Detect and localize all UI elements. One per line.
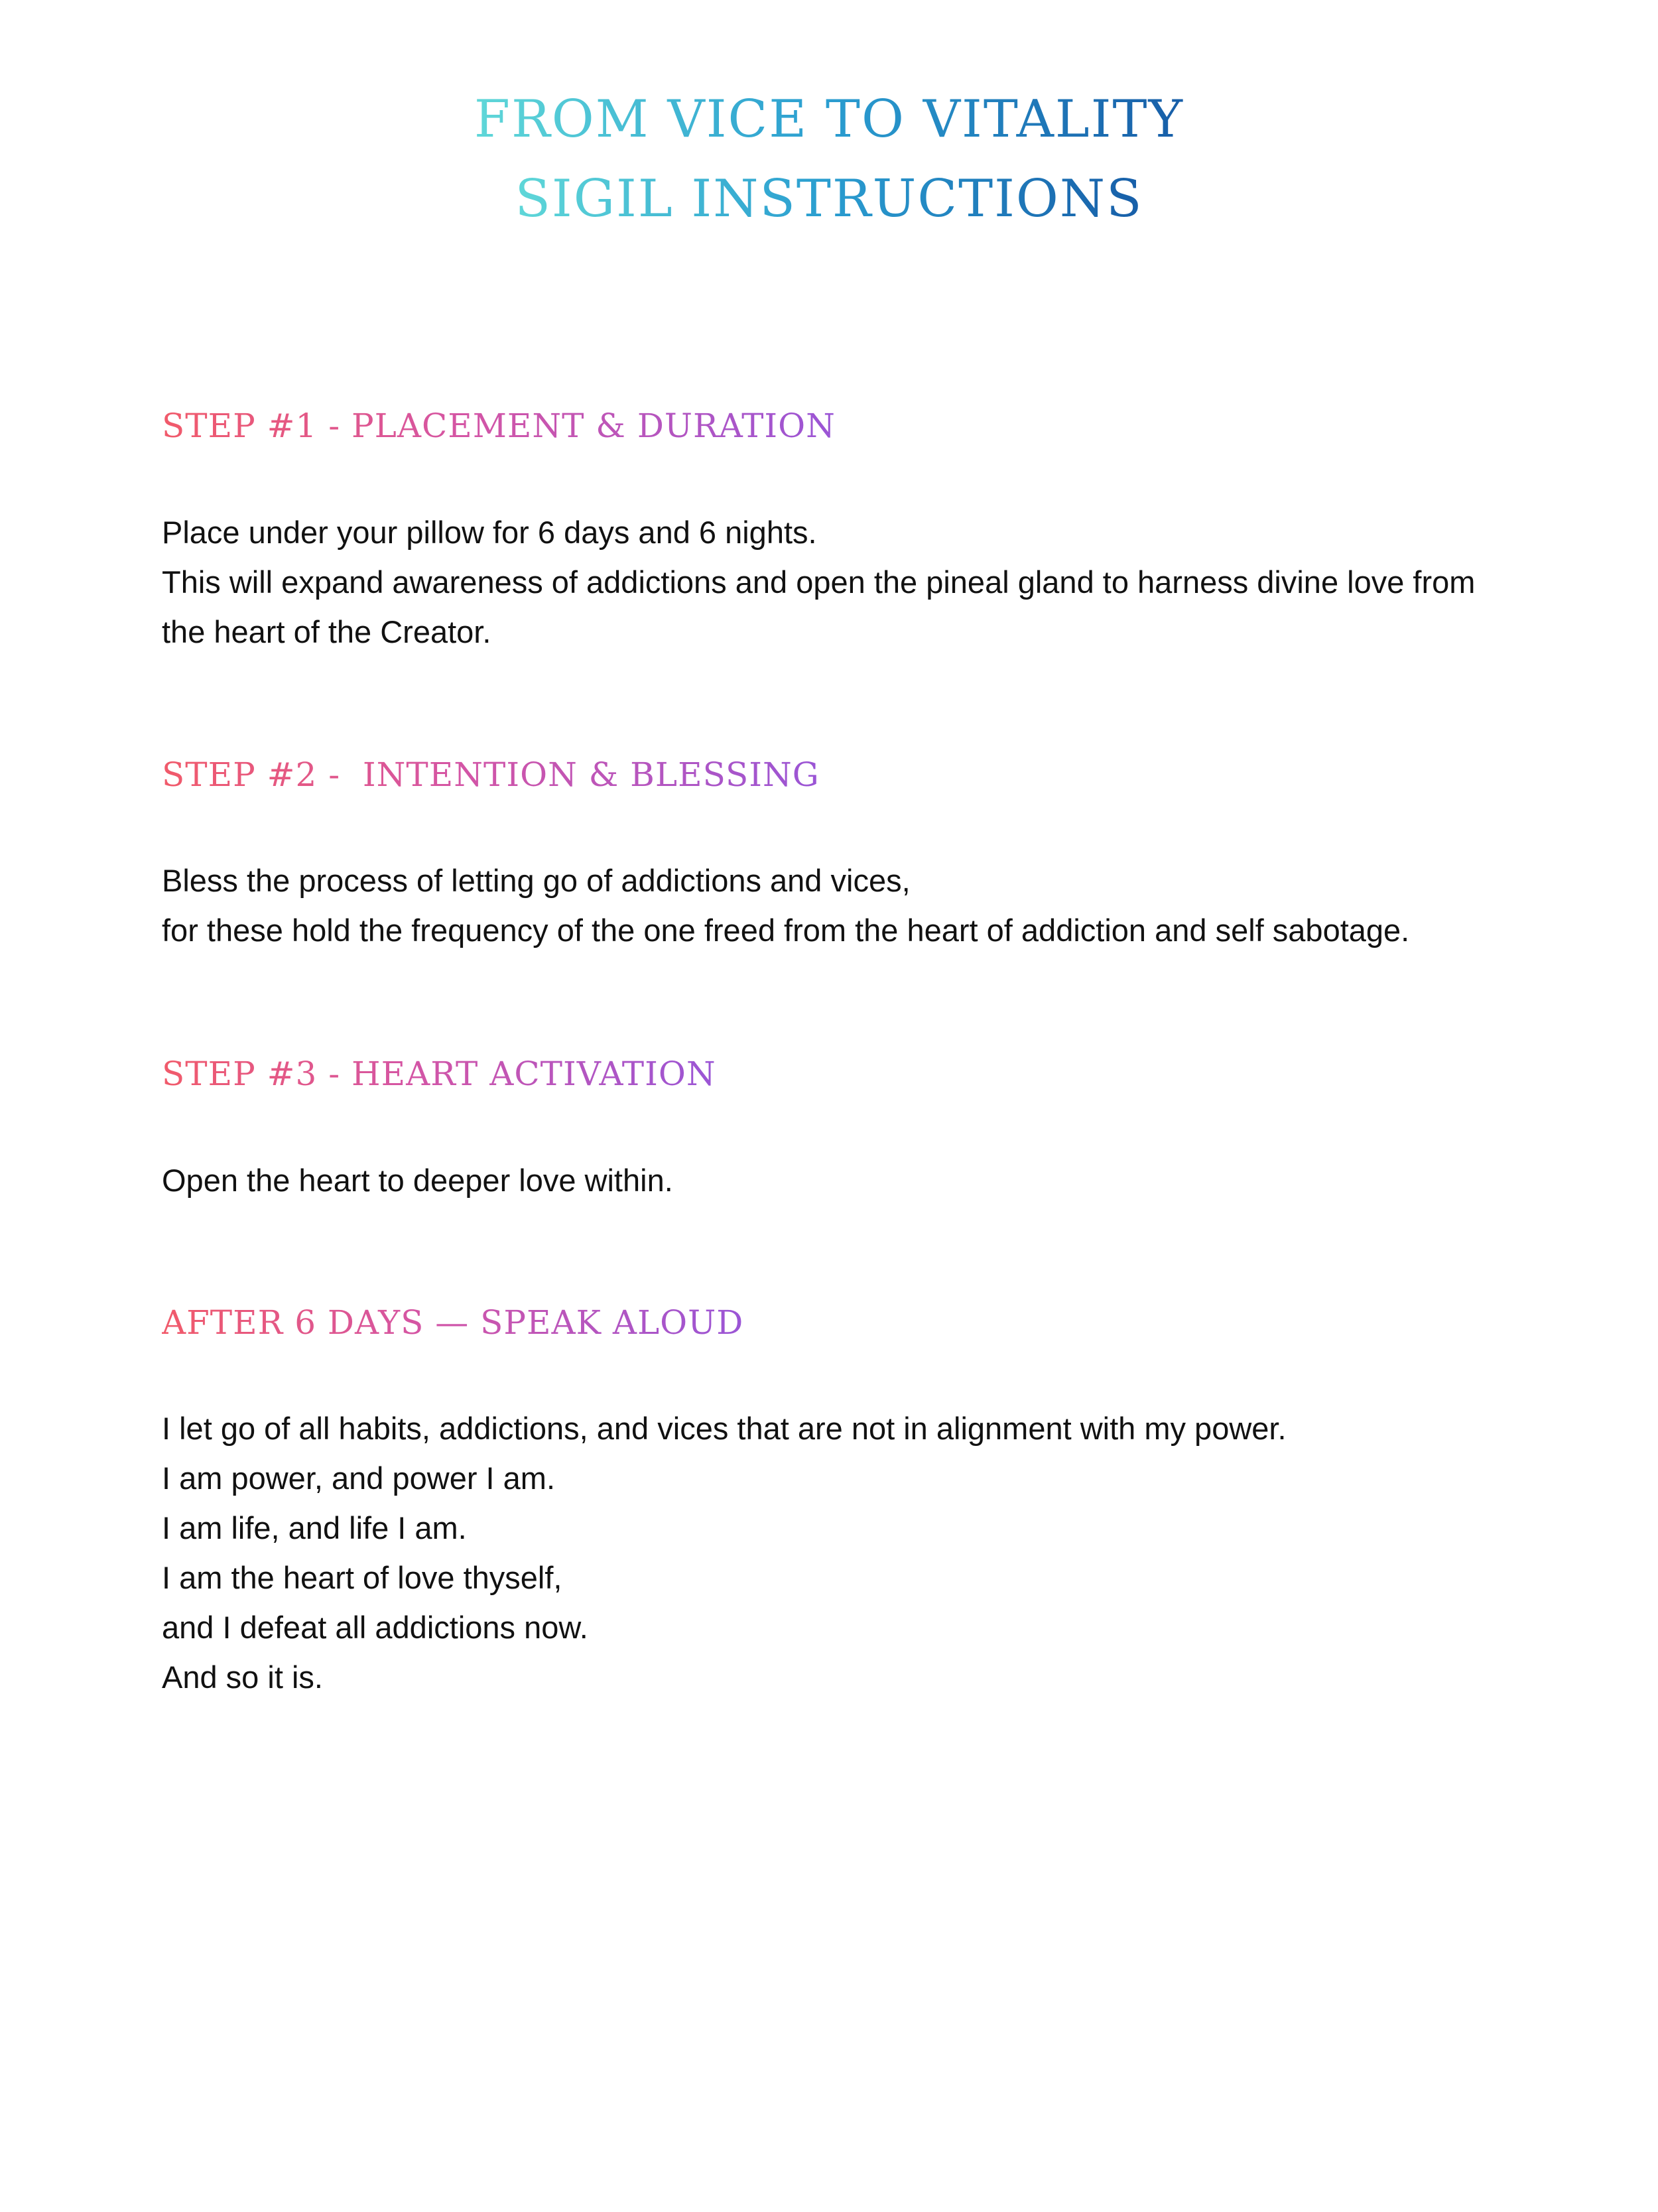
affirmation-line: I am power, and power I am. (162, 1461, 556, 1496)
body-line: the heart of the Creator. (162, 614, 491, 649)
affirmation-line: And so it is. (162, 1659, 323, 1695)
section-body-affirmation (162, 1403, 1528, 1702)
affirmation-line: and I defeat all addictions now. (162, 1610, 588, 1645)
affirmation-line: I let go of all habits, addictions, and vices that are not in alignment with my power. (162, 1411, 1287, 1446)
section-heading-step-3 (162, 1051, 716, 1097)
document-title-line-1 (0, 80, 1658, 159)
section-heading-text: STEP #2 - INTENTION & BLESSING (162, 755, 820, 794)
body-line: Open the heart to deeper love within. (162, 1163, 673, 1198)
section-body-step-2 (162, 856, 1528, 955)
title-text-2: SIGIL INSTRUCTIONS (515, 169, 1143, 229)
affirmation-line: I am the heart of love thyself, (162, 1560, 562, 1595)
section-body-step-3 (162, 1155, 1528, 1205)
section-heading-text: STEP #1 - PLACEMENT & DURATION (162, 407, 836, 445)
section-heading-text: AFTER 6 DAYS — SPEAK ALOUD (162, 1303, 744, 1342)
body-line: Bless the process of letting go of addictions and vices, (162, 863, 911, 898)
title-text-1: FROM VICE TO VITALITY (474, 90, 1184, 149)
affirmation-line: I am life, and life I am. (162, 1510, 467, 1545)
section-heading-step-1 (162, 403, 836, 449)
section-body-step-1 (162, 507, 1528, 657)
section-heading-after-6-days (162, 1299, 743, 1346)
body-line: This will expand awareness of addictions and open the pineal gland to harness divine love from (162, 564, 1476, 600)
document-title-line-2 (0, 159, 1658, 239)
section-heading-step-2 (162, 751, 820, 798)
body-line: Place under your pillow for 6 days and 6 nights. (162, 515, 817, 550)
body-line: for these hold the frequency of the one freed from the heart of addiction and self sabotage. (162, 913, 1410, 948)
section-heading-text: STEP #3 - HEART ACTIVATION (162, 1055, 716, 1093)
